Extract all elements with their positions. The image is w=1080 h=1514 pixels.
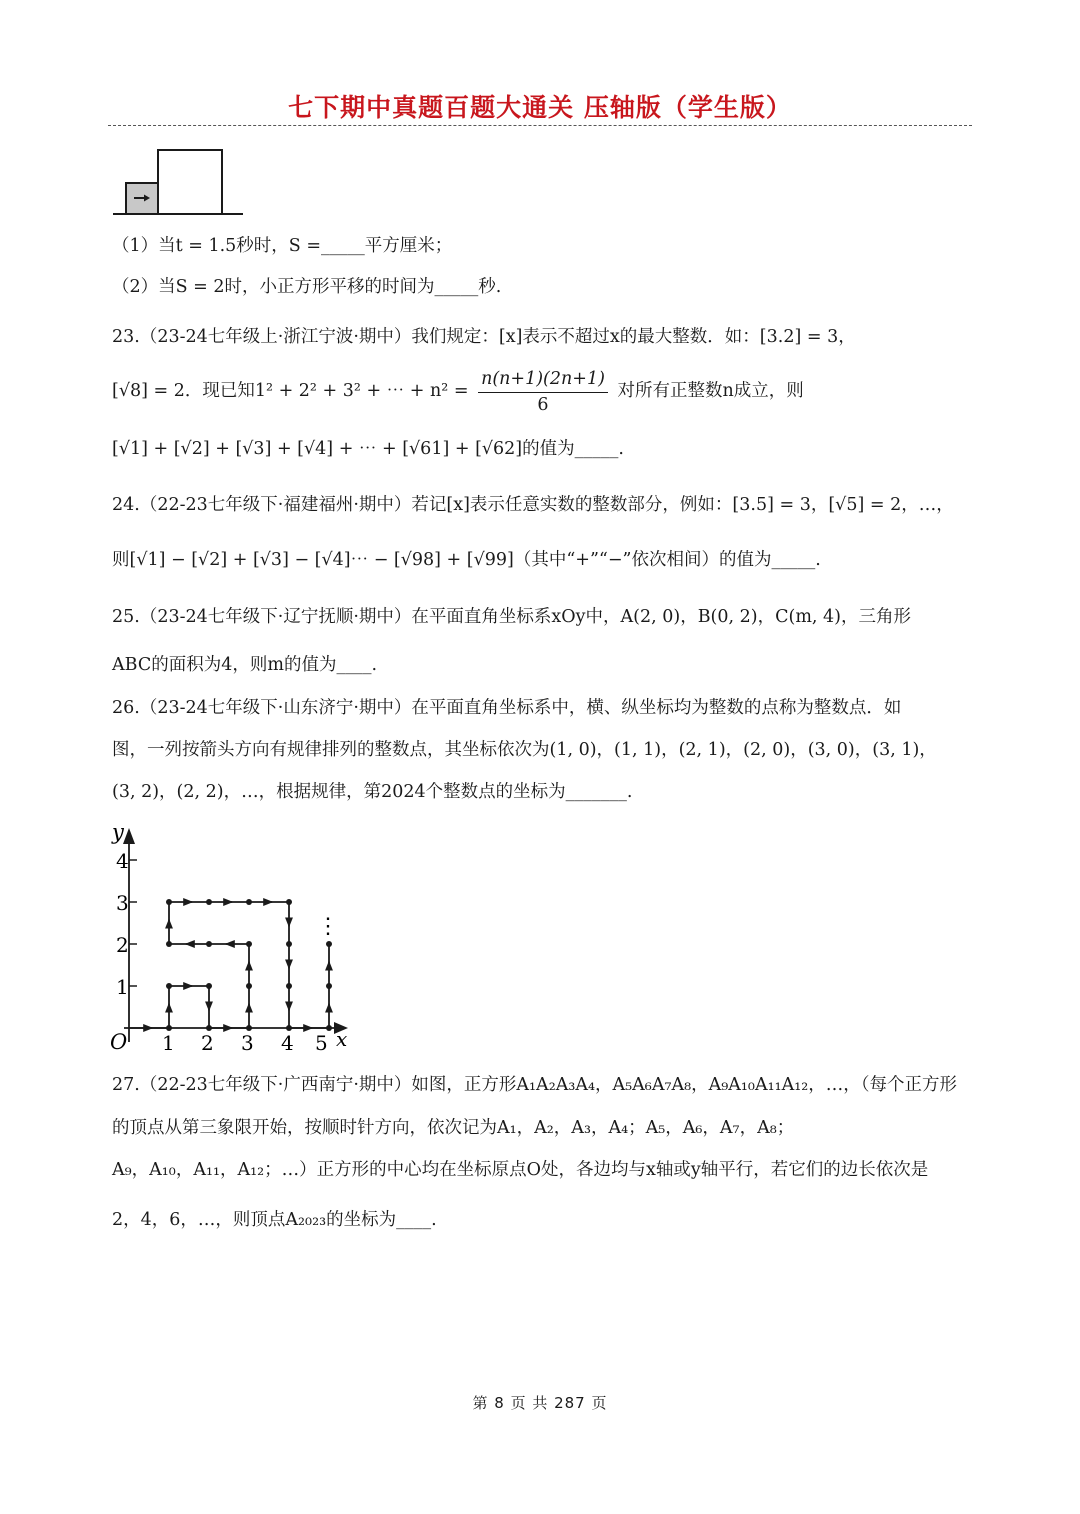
q24-line1: 24.（22-23七年级下·福建福州·期中）若记[x]表示任意实数的整数部分，例如：[3.5] = 3，[√5] = 2，…， [112,495,954,515]
square-translation-figure [110,146,250,218]
q27-line2: 的顶点从第三象限开始，按顺时针方向，依次记为A₁，A₂，A₃，A₄；A₅，A₆，A₇，A₈； [112,1118,795,1138]
integer-point [166,899,172,905]
integer-point [166,1025,172,1031]
y-tick-label: 1 [116,975,129,999]
integer-point [326,941,332,947]
q26-line2: 图，一列按箭头方向有规律排列的整数点，其坐标依次为(1, 0)，(1, 1)，(2, 1)，(2, 0)，(3, 0)，(3, 1)， [112,740,937,760]
q23-line2-a: [√8] = 2．现已知1² + 2² + 3² + ⋯ + n² = [112,381,469,401]
y-tick-label: 3 [116,891,129,915]
q22-part2: （2）当S = 2时，小正方形平移的时间为_____秒. [112,277,502,297]
integer-point [246,941,252,947]
header-divider [108,125,972,126]
page-title: 七下期中真题百题大通关 压轴版（学生版） [288,93,792,122]
integer-point [286,941,292,947]
q27-line1: 27.（22-23七年级下·广西南宁·期中）如图，正方形A₁A₂A₃A₄，A₅A₆A₇A₈，A₉A₁₀A₁₁A₁₂，…，（每个正方形 [112,1075,958,1095]
x-tick-label: 2 [201,1031,214,1055]
x-tick-label: 3 [241,1031,254,1055]
integer-point [206,983,212,989]
q26-line1: 26.（23-24七年级下·山东济宁·期中）在平面直角坐标系中，横、纵坐标均为整数的点称为整数点．如 [112,698,902,718]
integer-point [166,941,172,947]
q23-line2-b: 对所有正整数n成立，则 [617,381,804,401]
q26-line3: (3, 2)，(2, 2)，…，根据规律，第2024个整数点的坐标为_______. [112,782,633,802]
y-axis-arrow-icon [123,828,135,844]
integer-point [166,983,172,989]
x-tick-label: 4 [281,1031,294,1055]
integer-points-graph [104,820,364,1060]
integer-point [246,1025,252,1031]
integer-point [206,899,212,905]
y-tick-label: 2 [116,933,129,957]
x-tick-label: 1 [162,1031,175,1055]
q25-line1: 25.（23-24七年级下·辽宁抚顺·期中）在平面直角坐标系xOy中，A(2, 0)，B(0, 2)，C(m, 4)，三角形 [112,607,911,627]
x-tick-label: 5 [315,1031,328,1055]
large-square [158,150,222,214]
integer-point [246,899,252,905]
x-axis-label: x [336,1027,348,1051]
integer-point [246,983,252,989]
origin-label: O [110,1030,128,1054]
integer-point [286,983,292,989]
y-axis-label: y [112,820,124,844]
q22-part1: （1）当t = 1.5秒时，S =_____平方厘米； [112,236,453,256]
continuation-ellipsis: ⋮ [317,914,339,939]
q25-line2: ABC的面积为4，则m的值为____. [112,655,378,675]
integer-point [286,899,292,905]
fraction-denominator: 6 [537,394,549,415]
q27-line3: A₉，A₁₀，A₁₁，A₁₂；…）正方形的中心均在坐标原点O处，各边均与x轴或y轴平行，若它们的边长依次是 [112,1160,929,1180]
page-number: 第 8 页 共 287 页 [472,1394,608,1412]
integer-point [326,1025,332,1031]
integer-point [206,1025,212,1031]
arrow-path [129,902,329,1028]
integer-point [326,983,332,989]
integer-point [286,1025,292,1031]
sum-formula-fraction [478,367,608,417]
q23-line3: [√1] + [√2] + [√3] + [√4] + ⋯ + [√61] + [√62]的值为_____. [112,439,624,459]
q24-line2: 则[√1] − [√2] + [√3] − [√4]⋯ − [√98] + [√99]（其中“+”“−”依次相间）的值为_____. [112,550,821,570]
q23-line1: 23.（23-24七年级上·浙江宁波·期中）我们规定：[x]表示不超过x的最大整数．如：[3.2] = 3， [112,327,856,347]
q27-line4: 2，4，6，…，则顶点A₂₀₂₃的坐标为____. [112,1210,437,1230]
fraction-numerator: n(n+1)(2n+1) [478,367,608,393]
y-tick-label: 4 [116,849,129,873]
integer-point [206,941,212,947]
q23-line2 [112,364,804,418]
